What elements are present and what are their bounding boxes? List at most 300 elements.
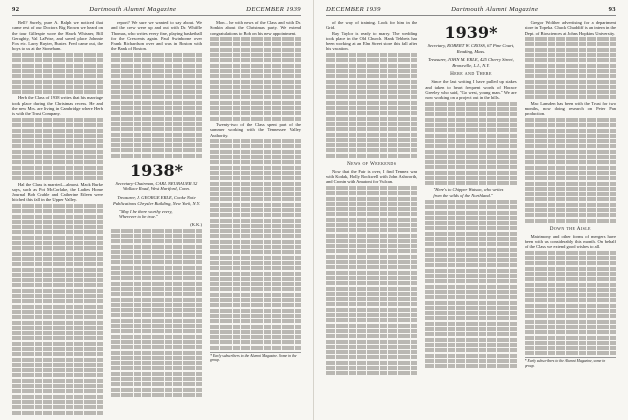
text-line — [525, 139, 616, 143]
text-line — [425, 348, 516, 352]
text-line — [111, 388, 202, 392]
text-line — [326, 154, 417, 158]
text-line — [111, 351, 202, 355]
text-line — [111, 80, 202, 84]
text-line — [12, 331, 103, 335]
text-line — [111, 308, 202, 312]
text-line — [12, 129, 103, 133]
text-line — [425, 279, 516, 283]
text-line — [210, 53, 301, 57]
text-line — [210, 182, 301, 186]
text-line — [425, 171, 516, 175]
text-line — [12, 209, 103, 213]
text-line — [425, 354, 516, 358]
text-line — [326, 345, 417, 349]
text-line — [111, 255, 202, 259]
text-line — [425, 285, 516, 289]
left-footnote: * Early subscribers to the Alumni Magazine. Some in the group. — [210, 352, 301, 363]
text-line — [326, 101, 417, 105]
text-line — [111, 303, 202, 307]
text-line — [210, 48, 301, 52]
text-line — [525, 95, 616, 99]
text-line — [326, 271, 417, 275]
text-line — [326, 53, 417, 57]
text-line — [111, 366, 202, 370]
text-line — [425, 343, 516, 347]
text-line — [12, 310, 103, 314]
text-line — [525, 118, 616, 122]
text-line — [326, 69, 417, 73]
text-line — [111, 148, 202, 152]
text-line — [525, 85, 616, 89]
left-magazine-title: Dartmouth Alumni Magazine — [89, 6, 177, 13]
class-1938-heading: 1938* — [130, 160, 183, 180]
text-line — [326, 133, 417, 137]
text-line — [525, 171, 616, 175]
text-line — [425, 139, 516, 143]
text-line — [525, 293, 616, 297]
text-line — [525, 155, 616, 159]
text-line — [425, 327, 516, 331]
text-line — [326, 292, 417, 296]
text-line — [111, 245, 202, 249]
text-line — [12, 134, 103, 138]
text-line — [12, 273, 103, 277]
text-line — [111, 292, 202, 296]
text-line — [210, 197, 301, 201]
class-1939-heading: 1939* — [444, 23, 498, 42]
text-line — [12, 283, 103, 287]
text-line — [210, 303, 301, 307]
text-line — [210, 90, 301, 94]
text-line — [525, 346, 616, 350]
text-line — [12, 85, 103, 89]
paragraph: Mac Lansden has been with the Trust for two months, now doing research on Peter Pan production. — [524, 100, 616, 117]
text-line — [111, 382, 202, 386]
class-1938-secretary: Secretary-Chairman, CARL NEUBAUER 32 Wallace Road, West Hartford, Conn. — [115, 180, 198, 192]
text-line — [210, 298, 301, 302]
text-line — [111, 138, 202, 142]
text-line — [111, 340, 202, 344]
text-line — [210, 166, 301, 170]
text-line — [210, 293, 301, 297]
text-line — [326, 361, 417, 365]
text-line — [12, 80, 103, 84]
text-line — [210, 309, 301, 313]
text-line — [525, 64, 616, 68]
text-line — [425, 301, 516, 305]
text-line — [525, 160, 616, 164]
text-line — [326, 127, 417, 131]
paragraph: Now that the Fair is over, I find Tennex was with Kodak, Holly Rockwell with John Ashworth, and Cronin with Amatoni for Vulcan. — [326, 168, 418, 185]
text-line — [525, 37, 616, 41]
text-line — [12, 160, 103, 164]
text-line — [12, 326, 103, 330]
text-line — [210, 144, 301, 148]
text-line — [525, 42, 616, 46]
text-line — [425, 263, 516, 267]
text-line — [326, 265, 417, 269]
text-line — [525, 129, 616, 133]
text-line — [12, 358, 103, 362]
text-line — [326, 106, 417, 110]
text-line — [210, 187, 301, 191]
text-line — [12, 215, 103, 219]
text-line — [210, 229, 301, 233]
text-line — [326, 318, 417, 322]
text-line — [210, 69, 301, 73]
text-line — [525, 187, 616, 191]
text-line — [111, 329, 202, 333]
paragraph: Matrimony and other forms of mergers have been with us considerably this month. On behalf of the Class we extend good wishes to all. — [524, 233, 616, 250]
text-line — [525, 267, 616, 271]
text-line — [12, 53, 103, 57]
text-line — [326, 366, 417, 370]
text-line — [425, 269, 516, 273]
text-line — [425, 290, 516, 294]
text-line — [111, 313, 202, 317]
text-line — [12, 294, 103, 298]
text-line — [210, 95, 301, 99]
text-line — [12, 144, 103, 148]
left-page-number: 92 — [12, 6, 20, 13]
text-line — [12, 123, 103, 127]
text-line — [210, 277, 301, 281]
text-line — [425, 248, 516, 252]
text-line — [210, 314, 301, 318]
text-line — [326, 202, 417, 206]
right-footnote: * Early subscribers to the Alumni Magazine, some in group. — [525, 357, 616, 368]
text-line — [425, 176, 516, 180]
text-line — [525, 80, 616, 84]
text-line — [210, 213, 301, 217]
text-line — [525, 203, 616, 207]
text-line — [111, 324, 202, 328]
text-line — [326, 228, 417, 232]
text-line — [12, 150, 103, 154]
text-line — [12, 278, 103, 282]
text-line — [210, 203, 301, 207]
text-line — [111, 229, 202, 233]
text-line — [210, 224, 301, 228]
text-line — [210, 219, 301, 223]
text-line — [12, 368, 103, 372]
text-line — [326, 302, 417, 306]
right-page-number: 93 — [608, 6, 616, 13]
text-line — [425, 128, 516, 132]
text-line — [12, 347, 103, 351]
text-line — [326, 212, 417, 216]
text-line — [525, 69, 616, 73]
text-line — [525, 134, 616, 138]
text-line — [111, 53, 202, 57]
text-line — [326, 64, 417, 68]
text-line — [525, 341, 616, 345]
signature: (K.K.) — [190, 221, 202, 227]
paragraph: Mon... he with news of the Class and with Dr. Sonkin about the Christmas party. We extend congratulations to Bob on his new appointment. — [210, 20, 301, 36]
text-line — [326, 191, 417, 195]
text-line — [525, 48, 616, 52]
text-line — [525, 213, 616, 217]
text-line — [326, 334, 417, 338]
right-running-header — [326, 6, 616, 16]
left-column-2 — [111, 20, 202, 420]
text-line — [326, 117, 417, 121]
text-line — [525, 320, 616, 324]
text-line — [111, 266, 202, 270]
text-line — [525, 298, 616, 302]
text-line — [425, 253, 516, 257]
verse — [111, 209, 202, 220]
text-line — [326, 297, 417, 301]
right-magazine-title: Dartmouth Alumni Magazine — [451, 6, 539, 13]
text-line — [525, 197, 616, 201]
text-line — [12, 139, 103, 143]
text-line — [425, 134, 516, 138]
text-line — [210, 261, 301, 265]
text-line — [12, 90, 103, 94]
text-line — [425, 216, 516, 220]
text-line — [12, 166, 103, 170]
text-line — [12, 225, 103, 229]
text-line — [326, 223, 417, 227]
text-line — [326, 244, 417, 248]
text-line — [326, 329, 417, 333]
text-line — [111, 69, 202, 73]
text-line — [525, 288, 616, 292]
text-line — [12, 315, 103, 319]
text-line — [210, 287, 301, 291]
text-line — [425, 226, 516, 230]
text-line — [12, 405, 103, 409]
verse-line: "May I be there worthy every, — [119, 209, 173, 215]
text-line — [425, 258, 516, 262]
left-column-1 — [12, 20, 103, 420]
text-line — [525, 58, 616, 62]
text-line — [425, 338, 516, 342]
verse-line: Wherever to be true." — [119, 214, 158, 220]
text-line — [111, 276, 202, 280]
text-line — [425, 160, 516, 164]
text-line — [111, 111, 202, 115]
text-line — [210, 192, 301, 196]
here-and-there-heading: Here and There — [450, 71, 492, 78]
text-line — [111, 122, 202, 126]
text-line — [111, 143, 202, 147]
text-line — [12, 58, 103, 62]
text-line — [326, 340, 417, 344]
text-line — [12, 220, 103, 224]
text-line — [12, 321, 103, 325]
right-column-2 — [425, 20, 516, 420]
text-line — [525, 192, 616, 196]
text-line — [425, 332, 516, 336]
text-line — [326, 313, 417, 317]
text-line — [111, 287, 202, 291]
text-line — [210, 340, 301, 344]
text-line — [425, 242, 516, 246]
text-line — [210, 234, 301, 238]
left-column-3 — [210, 20, 301, 420]
text-line — [111, 95, 202, 99]
text-line — [12, 246, 103, 250]
text-line — [210, 155, 301, 159]
text-line — [326, 95, 417, 99]
text-line — [425, 295, 516, 299]
text-line — [326, 324, 417, 328]
text-line — [326, 287, 417, 291]
text-line — [525, 309, 616, 313]
text-line — [12, 400, 103, 404]
text-line — [425, 155, 516, 159]
text-line — [326, 249, 417, 253]
text-line — [326, 355, 417, 359]
verse — [425, 187, 516, 198]
right-column-1 — [326, 20, 417, 420]
text-line — [326, 207, 417, 211]
text-line — [111, 64, 202, 68]
text-line — [12, 171, 103, 175]
text-line — [425, 322, 516, 326]
text-line — [425, 316, 516, 320]
text-line — [12, 299, 103, 303]
text-line — [326, 281, 417, 285]
text-line — [12, 69, 103, 73]
paragraph: Hal the Class is married—almost. Mack Burke says, such as Pot McCorlake, the Ladies Home Journal Bob Crable and Catherine Eileen were hitched this fall in the Upper Valley. — [12, 181, 103, 203]
text-line — [326, 308, 417, 312]
text-line — [111, 377, 202, 381]
text-line — [210, 272, 301, 276]
text-line — [12, 176, 103, 180]
left-running-header — [12, 6, 301, 16]
paragraph: Twenty-two of the Class spent part of the summer working with the Tennessee Valley Authority. — [210, 121, 301, 138]
text-line — [12, 395, 103, 399]
text-line — [111, 271, 202, 275]
text-line — [12, 305, 103, 309]
text-line — [525, 150, 616, 154]
text-line — [326, 239, 417, 243]
text-line — [425, 221, 516, 225]
left-issue-date: DECEMBER 1939 — [246, 6, 301, 13]
text-line — [210, 266, 301, 270]
text-line — [12, 289, 103, 293]
text-line — [210, 64, 301, 68]
text-line — [525, 304, 616, 308]
text-line — [111, 345, 202, 349]
verse-line: from the wilds of the Northland." — [433, 192, 493, 198]
text-line — [326, 234, 417, 238]
text-line — [525, 314, 616, 318]
text-line — [525, 336, 616, 340]
text-line — [210, 325, 301, 329]
class-1939-treasurer: Treasurer, JOHN M. ERLE, 425 Cherry Street, Bronxville, L.I., N.Y. — [428, 57, 514, 68]
text-line — [425, 232, 516, 236]
text-line — [326, 148, 417, 152]
text-line — [210, 37, 301, 41]
text-line — [326, 111, 417, 115]
text-line — [326, 186, 417, 190]
text-line — [12, 373, 103, 377]
news-section-heading: News of Weekends — [347, 160, 397, 167]
text-line — [425, 311, 516, 315]
text-line — [525, 272, 616, 276]
text-line — [111, 101, 202, 105]
text-line — [425, 274, 516, 278]
text-line — [111, 90, 202, 94]
text-line — [12, 74, 103, 78]
text-line — [210, 335, 301, 339]
text-line — [210, 150, 301, 154]
text-line — [111, 356, 202, 360]
text-line — [12, 118, 103, 122]
text-line — [111, 85, 202, 89]
text-line — [326, 276, 417, 280]
text-line — [425, 364, 516, 368]
text-line — [210, 240, 301, 244]
text-line — [525, 325, 616, 329]
text-line — [111, 239, 202, 243]
text-line — [111, 127, 202, 131]
text-line — [12, 342, 103, 346]
text-line — [326, 218, 417, 222]
text-line — [12, 252, 103, 256]
text-line — [111, 234, 202, 238]
text-line — [111, 361, 202, 365]
text-line — [326, 255, 417, 259]
text-line — [12, 389, 103, 393]
text-line — [12, 257, 103, 261]
text-line — [326, 80, 417, 84]
text-line — [525, 176, 616, 180]
text-line — [525, 351, 616, 355]
text-line — [12, 411, 103, 415]
text-line — [111, 372, 202, 376]
text-line — [210, 42, 301, 46]
paragraph: report? We sure we wanted to say about. We and the crew were up and out with Dr. Whiffle Thomas, who writes every fine, playing basketball for the Crescents again. Paul Swinborne over Frank Richardson over and was in Boston with the Bank of Boston. — [111, 20, 202, 52]
paragraph: Since the last writing I have pulled up stakes and taken to heart frequent words of Horace Greeley who said, "Go west, young man." We are now working on a project out in the hills. — [425, 79, 517, 101]
text-line — [326, 197, 417, 201]
text-line — [210, 101, 301, 105]
text-line — [525, 90, 616, 94]
paragraph: of the way of training. Look for him in the Grid. — [326, 20, 418, 31]
text-line — [210, 176, 301, 180]
paragraph: Bell? Surely, pure A. Ralph we noticed that came rest of our Doctors Big Brown we heard on the tour Gillespie wore the Hawk Whisner, Bill Geraghty, Val LaPrise, and saved place Johnnie Fox etc. Larry Ruyter, Buster. Fred came out, the boys to us at the Stoneham. — [12, 20, 103, 52]
text-line — [111, 133, 202, 137]
text-line — [425, 306, 516, 310]
text-line — [425, 181, 516, 185]
text-line — [326, 143, 417, 147]
text-line — [111, 154, 202, 158]
text-line — [111, 335, 202, 339]
text-line — [111, 298, 202, 302]
text-line — [525, 330, 616, 334]
text-line — [111, 282, 202, 286]
text-line — [210, 346, 301, 350]
text-line — [326, 260, 417, 264]
text-line — [210, 58, 301, 62]
text-line — [12, 262, 103, 266]
text-line — [210, 330, 301, 334]
text-line — [525, 74, 616, 78]
text-line — [525, 123, 616, 127]
text-line — [425, 150, 516, 154]
text-line — [12, 268, 103, 272]
paragraph: Herb the Class of 1938 writes that his marriage took place during the Christmas recess. He and the new Mrs. are living in Cambridge where Herb is with the Trust Company. — [12, 95, 103, 117]
text-line — [525, 283, 616, 287]
text-line — [12, 384, 103, 388]
text-line — [425, 123, 516, 127]
text-line — [425, 112, 516, 116]
